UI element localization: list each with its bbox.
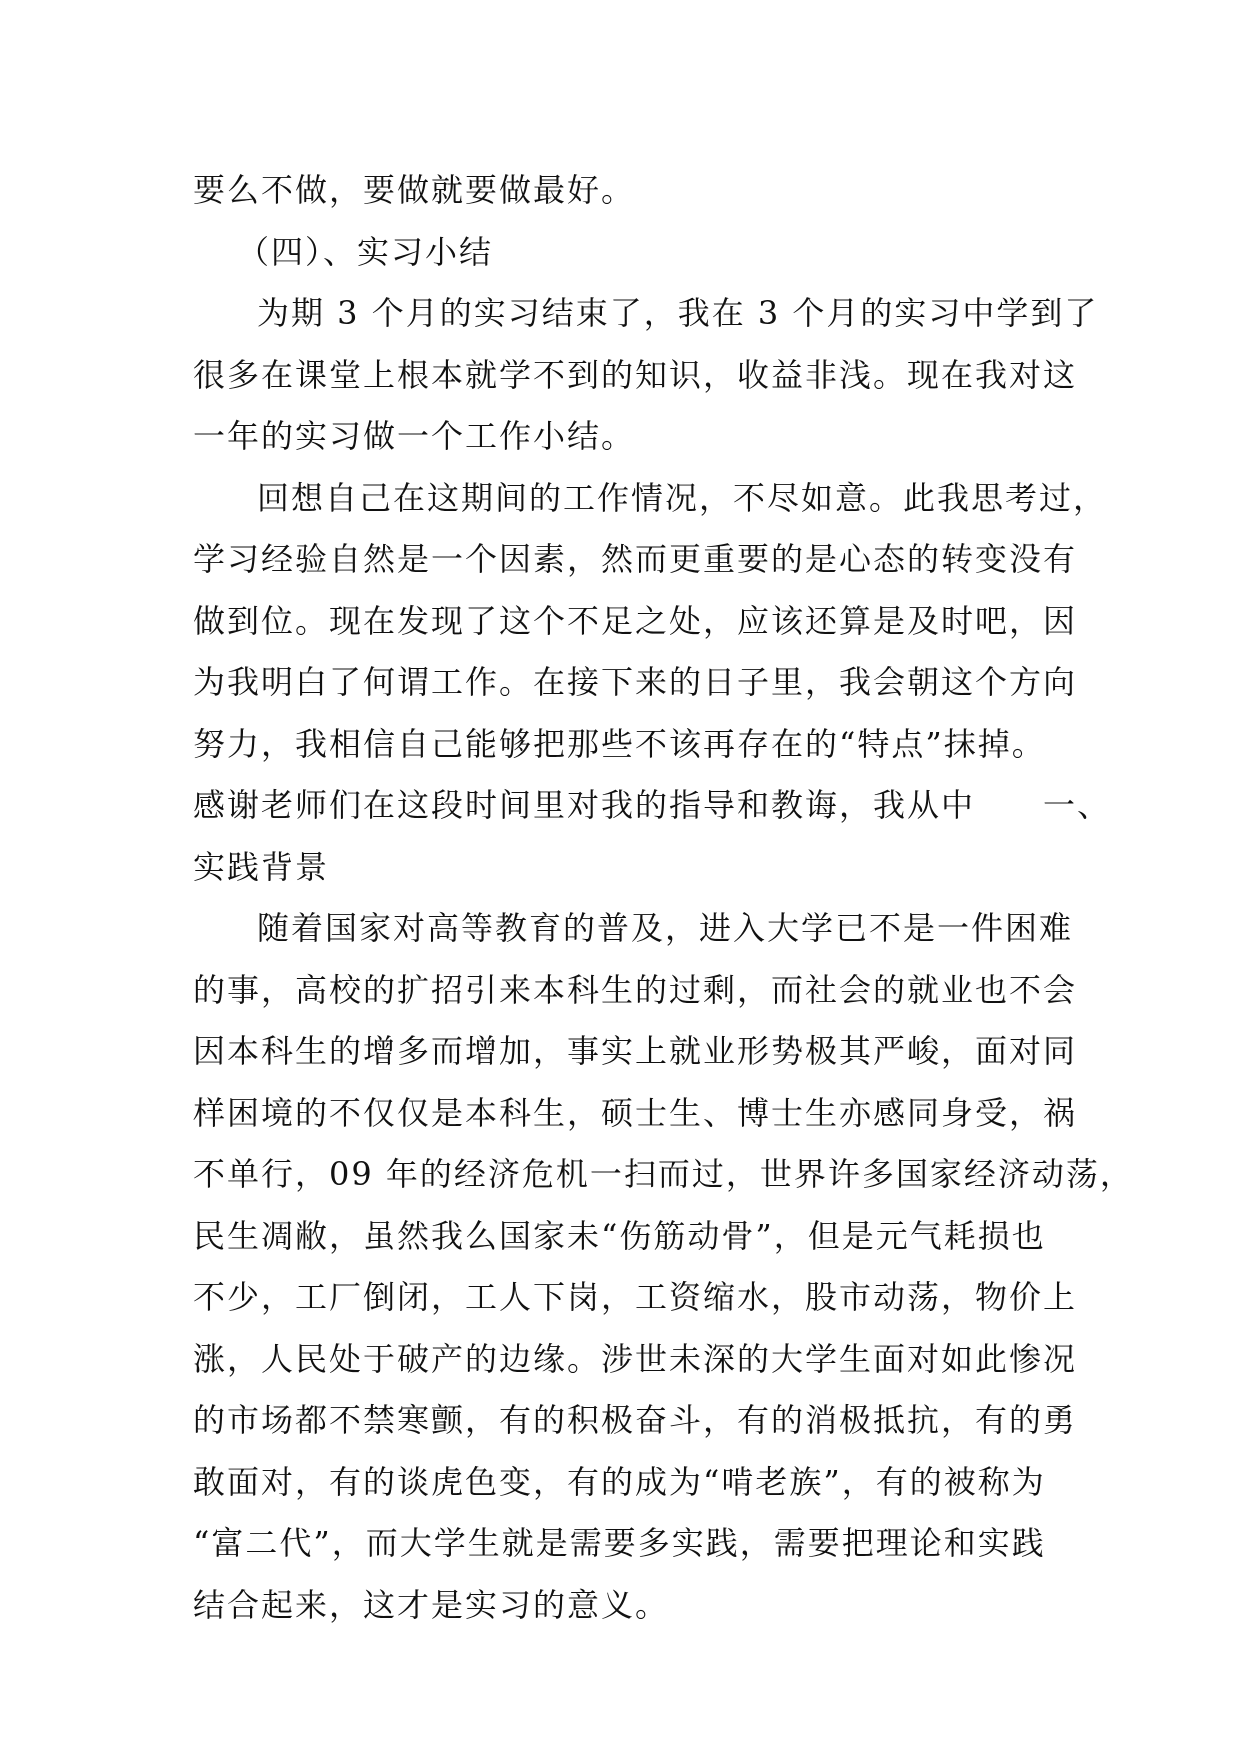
text-line: 涨，人民处于破产的边缘。涉世未深的大学生面对如此惨况 <box>193 1339 1078 1378</box>
text-line: 做到位。现在发现了这个不足之处，应该还算是及时吧，因 <box>193 601 1078 640</box>
text-line: 不单行，09 年的经济危机一扫而过，世界许多国家经济动荡， <box>193 1155 1134 1193</box>
text-line: 结合起来，这才是实习的意义。 <box>193 1585 670 1624</box>
text-line: 为我明白了何谓工作。在接下来的日子里，我会朝这个方向 <box>193 663 1078 701</box>
text-line: 为期 3 个月的实习结束了，我在 3 个月的实习中学到了 <box>257 294 1099 332</box>
text-line: 实践背景 <box>193 847 330 886</box>
text-line: 敢面对，有的谈虎色变，有的成为“啃老族”，有的被称为 <box>193 1462 1046 1501</box>
text-line: 要么不做，要做就要做最好。 <box>193 171 636 209</box>
text-line: “富二代”，而大学生就是需要多实践，需要把理论和实践 <box>193 1524 1046 1562</box>
text-line: 不少，工厂倒闭，工人下岗，工资缩水，股市动荡，物价上 <box>193 1278 1078 1316</box>
text-line: 样困境的不仅仅是本科生，硕士生、博士生亦感同身受，祸 <box>193 1093 1078 1132</box>
text-line: 随着国家对高等教育的普及，进入大学已不是一件困难 <box>257 909 1074 947</box>
text-line: 感谢老师们在这段时间里对我的指导和教诲，我从中 一、 <box>193 786 1112 824</box>
text-line: 民生凋敝，虽然我么国家未“伤筋动骨”，但是元气耗损也 <box>193 1216 1046 1255</box>
text-line: 的事，高校的扩招引来本科生的过剩，而社会的就业也不会 <box>193 970 1078 1009</box>
text-line: 努力，我相信自己能够把那些不该再存在的“特点”抹掉。 <box>193 724 1046 763</box>
section-heading: （四）、实习小结 <box>237 232 494 271</box>
body-text <box>193 160 1134 1636</box>
text-line: 回想自己在这期间的工作情况，不尽如意。此我思考过， <box>257 478 1108 517</box>
text-line: 一年的实习做一个工作小结。 <box>193 417 636 455</box>
text-line: 的市场都不禁寒颤，有的积极奋斗，有的消极抵抗，有的勇 <box>193 1401 1078 1439</box>
text-line: 因本科生的增多而增加，事实上就业形势极其严峻，面对同 <box>193 1032 1078 1070</box>
text-line: 学习经验自然是一个因素，然而更重要的是心态的转变没有 <box>193 540 1078 578</box>
text-line: 很多在课堂上根本就学不到的知识，收益非浅。现在我对这 <box>193 355 1078 394</box>
